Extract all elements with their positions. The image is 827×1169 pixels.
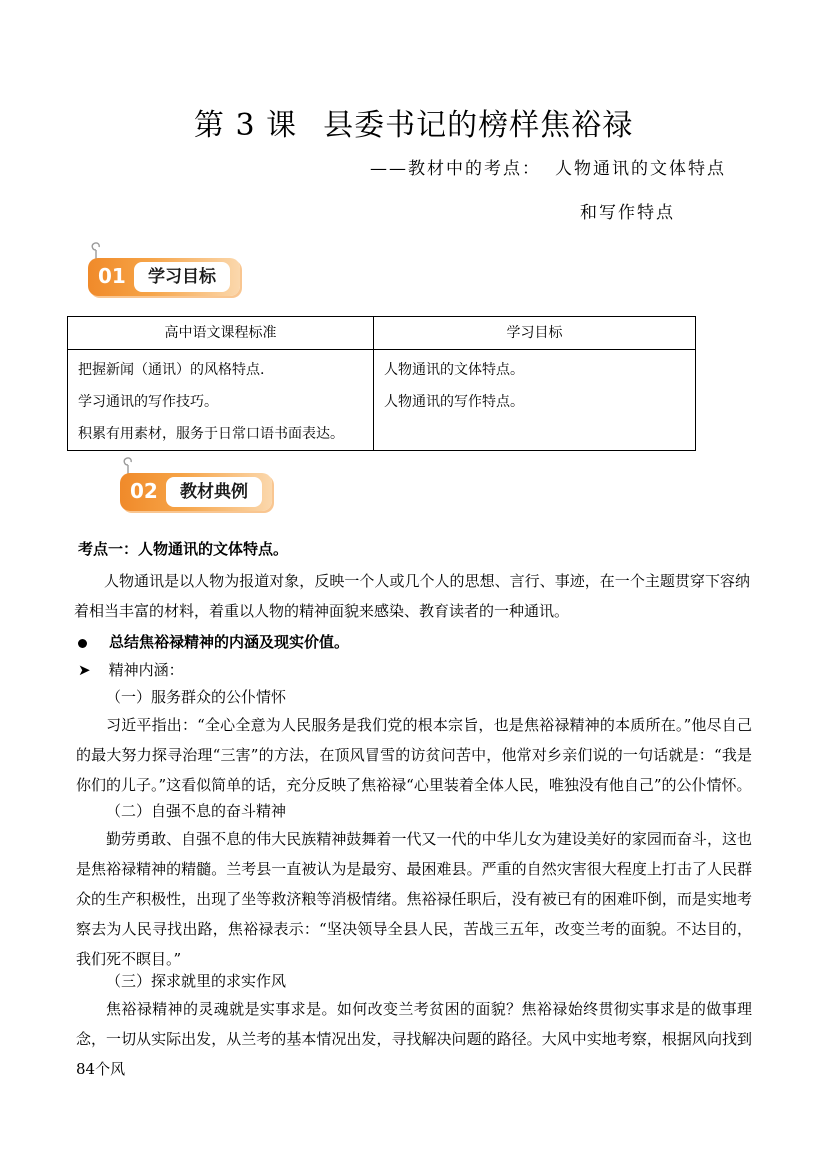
section-heading: （二）自强不息的奋斗精神: [106, 802, 287, 820]
title-main: 县委书记的榜样焦裕禄: [323, 108, 634, 143]
subtitle: [370, 154, 726, 179]
arrow-bullet-icon: ➤: [78, 661, 91, 679]
table-cell-standards: [68, 350, 374, 451]
section-paragraph: 焦裕禄精神的灵魂就是实事求是。如何改变兰考贫困的面貌？焦裕禄始终贯彻实事求是的做事理念，一切从实际出发，从兰考的基本情况出发，寻找解决问题的路径。大风中实地考察，根据风向找到 84个风: [76, 1000, 752, 1078]
kaodian-title: 考点一：人物通讯的文体特点。: [78, 540, 289, 558]
standard-item: 把握新闻（通讯）的风格特点.: [78, 362, 265, 378]
section-badge-goals: [88, 258, 248, 298]
table-row: [68, 350, 696, 451]
bullet-text: 总结焦裕禄精神的内涵及现实价值。: [109, 633, 350, 651]
arrow-text: 精神内涵：: [108, 661, 184, 679]
badge-number: 01: [98, 264, 126, 288]
subtitle-line1: 人物通讯的文体特点: [555, 159, 726, 179]
table-header: 高中语文课程标准: [68, 317, 374, 350]
goals-table: [67, 316, 696, 451]
subtitle-prefix: ——教材中的考点：: [370, 159, 541, 179]
section-heading: （三）探求就里的求实作风: [106, 972, 287, 990]
page-title: [0, 100, 827, 144]
standard-item: 学习通讯的写作技巧。: [78, 394, 218, 410]
badge-number: 02: [130, 479, 158, 503]
badge-label: 教材典例: [166, 477, 262, 507]
section-paragraph: 勤劳勇敢、自强不息的伟大民族精神鼓舞着一代又一代的中华儿女为建设美好的家园而奋斗，这也是焦裕禄精神的精髓。兰考县一直被认为是最穷、最困难县。严重的自然灾害很大程度上打击了人民群众的生产积极性，出现了坐等救济粮等消极情绪。焦裕禄任职后，没有被已有的困难吓倒，而是实地考察去为人民寻找出路，焦裕禄表示：“坚决领导全县人民，苦战三五年，改变兰考的面貌。不达目的，我们死不瞑目。”: [76, 830, 752, 968]
standard-item: 积累有用素材，服务于日常口语书面表达。: [78, 426, 344, 442]
table-header: 学习目标: [374, 317, 696, 350]
goal-item: 人物通讯的写作特点。: [384, 394, 524, 410]
arrow-item: [78, 655, 184, 685]
kaodian-paragraph: 人物通讯是以人物为报道对象，反映一个人或几个人的思想、言行、事迹，在一个主题贯穿下容纳着相当丰富的材料，着重以人物的精神面貌来感染、教育读者的一种通讯。: [74, 572, 750, 620]
subtitle-line2: 和写作特点: [580, 203, 675, 223]
section-badge-examples: [120, 473, 280, 513]
table-cell-goals: [374, 350, 696, 451]
section-paragraph: 习近平指出：“全心全意为人民服务是我们党的根本宗旨，也是焦裕禄精神的本质所在。”他尽自己的最大努力探寻治理“三害”的方法，在顶风冒雪的访贫问苦中，他常对乡亲们说的一句话就是：“我是你们的儿子。”这看似简单的话，充分反映了焦裕禄“心里装着全体人民，唯独没有他自己”的公仆情怀。: [76, 716, 752, 794]
goal-item: 人物通讯的文体特点。: [384, 362, 524, 378]
badge-label: 学习目标: [134, 262, 230, 292]
table-header-row: [68, 317, 696, 350]
section-heading: （一）服务群众的公仆情怀: [106, 688, 287, 706]
bullet-icon: [78, 639, 87, 648]
title-lesson: 第 3 课: [193, 108, 298, 143]
bullet-item: [78, 627, 349, 657]
